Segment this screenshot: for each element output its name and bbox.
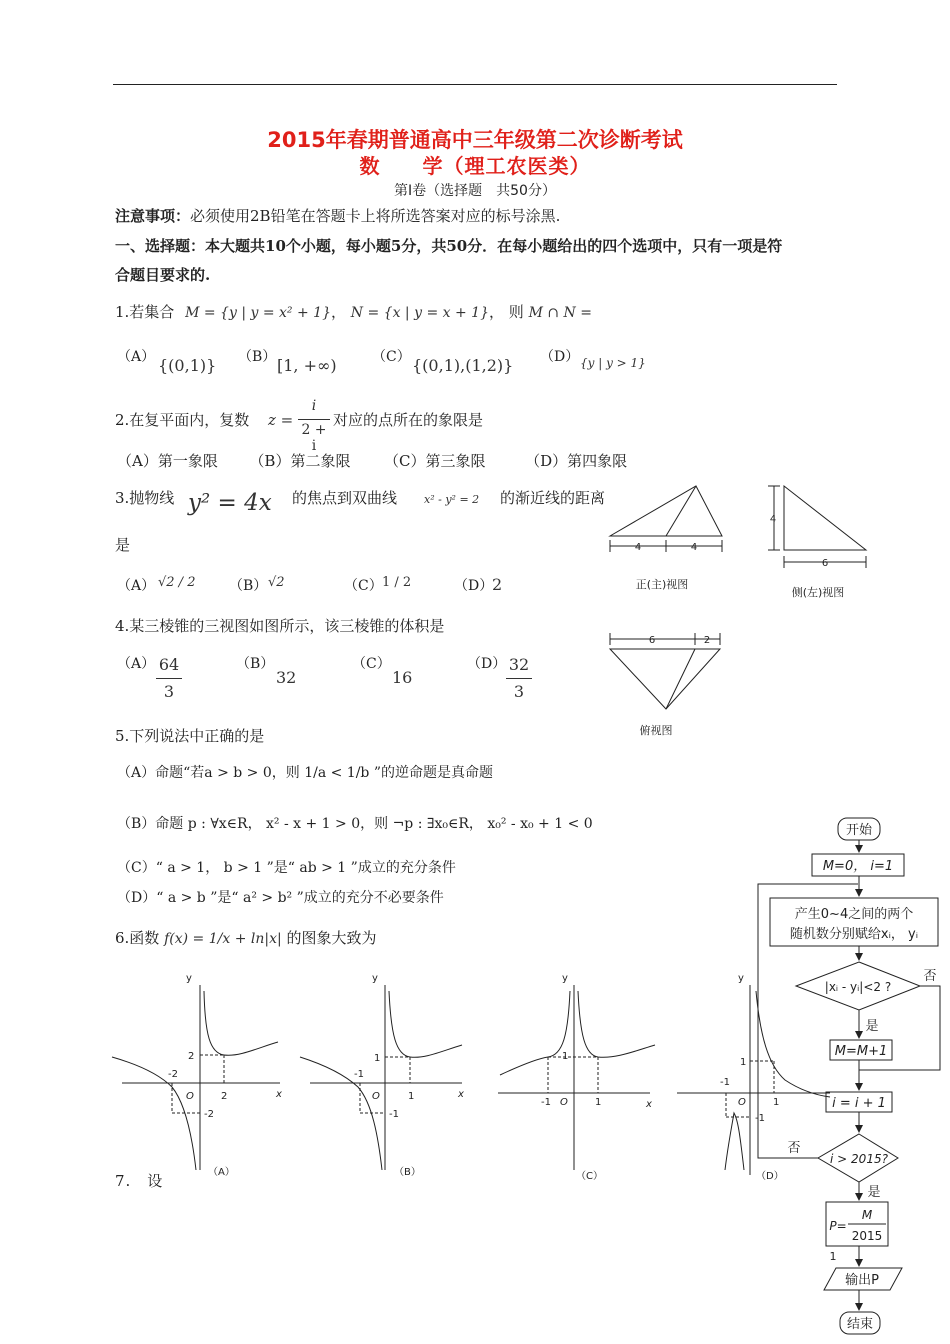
q2-option-d: 第四象限 (567, 452, 628, 470)
q5-stem: 5.下列说法中正确的是 (115, 727, 265, 745)
graph-c-y: 1 (562, 1051, 569, 1062)
q2-option-c: 第三象限 (425, 452, 486, 470)
fc-gen-line2: 随机数分别赋给xᵢ， yᵢ (789, 927, 919, 942)
fc-gen-line1: 产生0~4之间的两个 (794, 907, 914, 922)
q5-option-a: （A）命题“若a > b > 0，则 1/a < 1/b ”的逆命题是真命题 (117, 765, 493, 781)
fc-note: 1 (829, 1250, 837, 1263)
fc-init: M=0， i=1 (822, 859, 894, 874)
q3-option-a-label: （A） (117, 578, 156, 594)
q4-option-d-num: 32 (508, 655, 530, 674)
graph-c-label: （C） (576, 1171, 603, 1182)
q3-stem-b: 的焦点到双曲线 (292, 489, 398, 507)
q3-stem-d: 是 (115, 536, 131, 554)
graph-a-pos: 2 (221, 1091, 228, 1102)
front-dim-2: 4 (690, 542, 698, 553)
q4-option-a-label: （A） (117, 656, 156, 672)
q5-option-d: （D）“ a > b ”是“ a² > b² ”成立的充分不必要条件 (117, 890, 444, 906)
q4-option-a-bar (156, 678, 182, 679)
fc-yes1: 是 (865, 1019, 879, 1034)
graph-d-y: 1 (740, 1057, 747, 1068)
q3-option-c: 1 / 2 (382, 575, 412, 590)
side-dim-width: 6 (821, 558, 829, 569)
q3-hyperbola: x² - y² = 2 (424, 493, 480, 506)
graph-a-label: （A） (208, 1167, 235, 1178)
fc-cond2: i > 2015? (830, 1152, 888, 1166)
graph-b-yneg: -1 (389, 1109, 399, 1120)
graph-d-yaxis: y (738, 973, 744, 984)
q2-option-a-label: （A） (117, 452, 158, 470)
q4-stem: 4.某三棱锥的三视图如图所示，该三棱锥的体积是 (115, 617, 445, 635)
graph-b-y: 1 (374, 1053, 381, 1064)
q5-option-c: （C）“ a > 1， b > 1 ”是“ ab > 1 ”成立的充分条件 (117, 860, 456, 876)
graph-d-origin: O (738, 1097, 746, 1108)
top-dim-2: 2 (703, 635, 711, 646)
q3-option-c-label: （C） (344, 578, 383, 594)
fc-cond1: |xᵢ - yᵢ|<2 ? (824, 980, 892, 994)
graph-d-yneg: -1 (755, 1113, 765, 1124)
graph-a-yaxis: y (186, 973, 192, 984)
q2-option-b: 第二象限 (290, 452, 351, 470)
q6-stem (115, 928, 377, 949)
top-view-label: 俯视图 (639, 724, 673, 737)
q6-graphs (110, 965, 784, 1185)
fc-start: 开始 (845, 823, 873, 838)
front-view-label: 正(主)视图 (635, 578, 689, 591)
fc-p-lhs: P= (829, 1219, 847, 1233)
part1-heading-line2: 合题目要求的. (115, 266, 211, 284)
q7-stem: 7. 设 (115, 1172, 164, 1190)
q2-z: z = (268, 411, 294, 429)
graph-a-yneg: -2 (204, 1109, 214, 1120)
graph-a-neg: -2 (168, 1069, 178, 1080)
graph-d-pos: 1 (773, 1097, 780, 1108)
graph-b-label: （B） (394, 1167, 421, 1178)
three-views-figure (600, 480, 880, 750)
q1-option-a-label: （A） (117, 349, 156, 365)
graph-a-origin: O (186, 1091, 194, 1102)
header-rule (113, 84, 837, 85)
fc-inc-m: M=M+1 (834, 1044, 888, 1059)
fc-p-num: M (861, 1208, 873, 1222)
fc-inc-i: i = i + 1 (832, 1096, 886, 1111)
q1-option-c: {(0,1),(1,2)} (412, 356, 514, 375)
notice-text: 必须使用2B铅笔在答题卡上将所选答案对应的标号涂黑. (190, 207, 561, 225)
fc-output: 输出P (845, 1273, 879, 1288)
graph-a-y: 2 (188, 1051, 195, 1062)
q4-option-d-den: 3 (513, 682, 525, 701)
q3-option-b: √2 (268, 575, 285, 590)
q4-option-c: 16 (392, 668, 413, 687)
q6-function: f(x) = 1/x + ln|x| (164, 931, 282, 947)
q3-option-d-label: （D） (454, 578, 494, 594)
q2-option-c-label: （C） (384, 452, 426, 470)
q4-option-b-label: （B） (236, 656, 275, 672)
q6-stem-b: 的图象大致为 (286, 929, 377, 947)
front-dim-1: 4 (634, 542, 642, 553)
q2-option-b-label: （B） (249, 452, 291, 470)
q3-stem-c: 的渐近线的距离 (500, 489, 606, 507)
exam-subject: 数 学（理工农医类） (359, 154, 591, 178)
q3-option-d: 2 (492, 575, 503, 594)
q3-stem-a: 3.抛物线 (115, 489, 175, 507)
q3-parabola: y² = 4x (188, 490, 272, 516)
graph-b-pos: 1 (408, 1091, 415, 1102)
q1-option-c-label: （C） (372, 349, 411, 365)
q4-option-d-label: （D） (467, 656, 507, 672)
q1-option-b-label: （B） (238, 349, 277, 365)
q2-frac-den: 2 + i (301, 422, 327, 454)
graph-d-neg: -1 (720, 1077, 730, 1088)
fc-yes2: 是 (867, 1185, 881, 1200)
q4-option-a-num: 64 (158, 655, 180, 674)
q1-option-d: {y | y > 1} (580, 356, 646, 370)
q1-question: M ∩ N = (528, 305, 592, 321)
q1-stem-a: 1.若集合 (115, 303, 175, 321)
q3-option-a: √2 / 2 (158, 575, 196, 590)
q4-option-b: 32 (276, 668, 297, 687)
graph-a-xaxis: x (276, 1089, 282, 1100)
q4-option-a-den: 3 (163, 682, 175, 701)
q1-stem-b: 则 (508, 303, 524, 321)
graph-c-yaxis: y (562, 973, 568, 984)
side-dim-height: 4 (769, 514, 777, 525)
graph-b-origin: O (372, 1091, 380, 1102)
q6-stem-a: 6.函数 (115, 929, 160, 947)
graph-c-xaxis: x (646, 1099, 652, 1110)
q2-option-a: 第一象限 (157, 452, 218, 470)
flowchart (740, 810, 945, 1344)
q1-option-b: [1, +∞) (277, 356, 337, 375)
q2-options (117, 451, 627, 471)
part1-heading-line1: 一、选择题：本大题共10个小题，每小题5分，共50分．在每小题给出的四个选项中，只有一项是符 (115, 237, 783, 255)
exam-title: 2015年春期普通高中三年级第二次诊断考试 (267, 128, 683, 152)
q1-set-n: N = {x | y = x + 1} (350, 305, 489, 321)
graph-b-xaxis: x (458, 1089, 464, 1100)
graph-c-pos: 1 (595, 1097, 602, 1108)
q3-option-b-label: （B） (229, 578, 268, 594)
side-view-label: 侧(左)视图 (791, 586, 845, 599)
graph-b-neg: -1 (354, 1069, 364, 1080)
q2-stem-b: 对应的点所在的象限是 (333, 411, 484, 429)
fc-no1: 否 (923, 969, 937, 984)
notice-label: 注意事项： (115, 207, 191, 225)
q1-set-m: M = {y | y = x² + 1} (185, 305, 331, 321)
q4-option-d-bar (506, 678, 532, 679)
notice (115, 206, 560, 226)
q2-frac-bar (298, 419, 330, 420)
q2-stem-a: 2.在复平面内，复数 (115, 411, 250, 429)
fc-no2: 否 (787, 1141, 801, 1156)
graph-b-yaxis: y (372, 973, 378, 984)
graph-c-origin: O (560, 1097, 568, 1108)
q1-option-d-label: （D） (540, 349, 580, 365)
q1-option-a: {(0,1)} (158, 356, 217, 375)
top-dim-1: 6 (648, 635, 656, 646)
q4-option-c-label: （C） (352, 656, 391, 672)
q5-option-b: （B）命题 p : ∀x∈R， x² - x + 1 > 0，则 ¬p : ∃x₀∈R， x₀² - x₀ + 1 < 0 (117, 816, 593, 832)
graph-c-neg: -1 (541, 1097, 551, 1108)
fc-end: 结束 (846, 1317, 874, 1332)
fc-p-den: 2015 (851, 1229, 883, 1243)
section-heading: 第Ⅰ卷（选择题 共50分） (394, 183, 556, 199)
q2-frac-num: i (311, 398, 317, 414)
graph-d-label: （D） (756, 1171, 784, 1182)
q1-stem: 1.若集合 M = {y | y = x² + 1}， N = {x | y = x + 1}， 则 M ∩ N = (115, 303, 592, 321)
q2-option-d-label: （D） (525, 452, 568, 470)
